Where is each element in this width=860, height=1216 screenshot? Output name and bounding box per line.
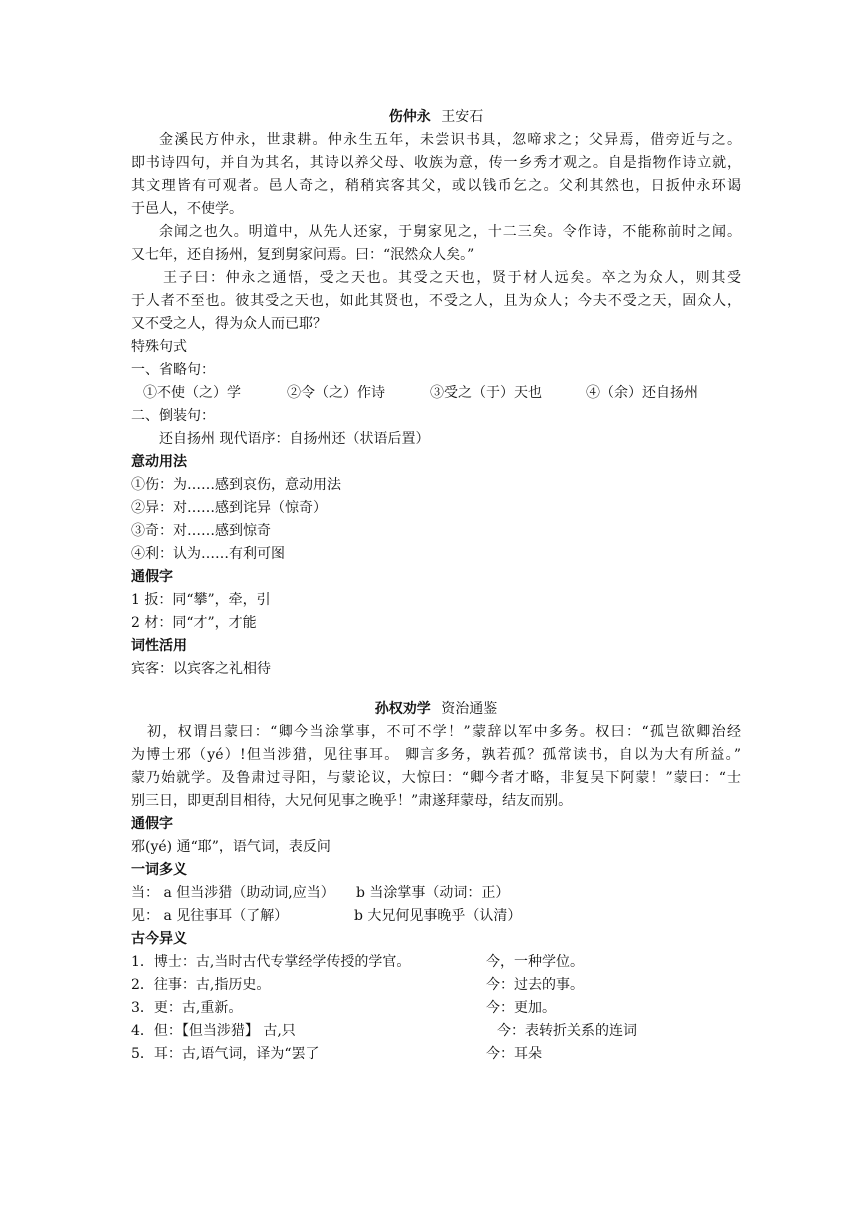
- yici-heading: 一词多义: [131, 862, 187, 878]
- section2-title: [131, 698, 741, 720]
- yici-a: 当： a 但当涉猎（助动词,应当）: [131, 885, 335, 901]
- paragraph-line: 为博士邪（yé）!但当涉猎，见往事耳。 卿言多务，孰若孤？孤常读书，自以为大有所益。”: [131, 747, 741, 763]
- paragraph-line: 别三日，即更刮目相待，大兄何见事之晚乎！”肃遂拜蒙母，结友而别。: [131, 793, 573, 809]
- gujin-gu: 5．耳：古,语气词，译为“罢了: [131, 1046, 320, 1062]
- tongjia2-heading: 通假字: [131, 816, 173, 832]
- gujin-jin: 今：过去的事。: [486, 977, 584, 993]
- paragraph-line: 王子曰：仲永之通悟，受之天也。其受之天也，贤于材人远矣。卒之为众人，则其受: [163, 270, 741, 286]
- gujin-gu: 2．往事：古,指历史。: [131, 977, 271, 993]
- gujin-heading: 古今异义: [131, 931, 187, 947]
- list-item: ③奇：对……感到惊奇: [131, 523, 271, 539]
- gujin-jin: 今：耳朵: [486, 1046, 542, 1062]
- section2-title-text: 孙权劝学: [374, 701, 431, 717]
- list-item: 2 材：同“才”，才能: [131, 615, 257, 631]
- ellipsis-item: ①不使（之）学: [143, 385, 241, 401]
- gujin-gu: 1．博士：古,当时古代专掌经学传授的学官。: [131, 954, 411, 970]
- list-item: ①伤：为……感到哀伤，意动用法: [131, 477, 341, 493]
- section1-title: [131, 106, 741, 128]
- gujin-gu: 4．但：【但当涉猎】 古,只: [131, 1023, 296, 1039]
- ellipsis-item: ②令（之）作诗: [287, 385, 385, 401]
- yici-a: 见： a 见往事耳（了解）: [131, 908, 289, 924]
- special-patterns-heading: 特殊句式: [131, 339, 187, 355]
- section2-author: 资治通鉴: [441, 701, 498, 717]
- gujin-gu: 3．更：古,重新。: [131, 1000, 243, 1016]
- tongjia-heading: 通假字: [131, 569, 173, 585]
- gujin-jin: 今，一种学位。: [486, 954, 584, 970]
- yici-b: b 大兄何见事晚乎（认清）: [354, 908, 522, 924]
- paragraph-line: 又七年，还自扬州，复到舅家问焉。曰：“泯然众人矣。”: [131, 247, 475, 263]
- ellipsis-heading: 一、省略句：: [131, 362, 215, 378]
- paragraph-line: 于人者不至也。彼其受之天也，如此其贤也，不受之人，且为众人；今夫不受之天，固众人，: [131, 293, 741, 309]
- list-item: 邪(yé) 通“耶”，语气词，表反问: [131, 839, 331, 855]
- paragraph-line: 金溪民方仲永，世隶耕。仲永生五年，未尝识书具，忽啼求之；父异焉，借旁近与之。: [159, 132, 741, 148]
- gujin-jin: 今：表转折关系的连词: [497, 1023, 637, 1039]
- cixing-heading: 词性活用: [131, 638, 187, 654]
- paragraph-line: 于邑人，不使学。: [131, 201, 243, 217]
- paragraph-line: 即书诗四句，并自为其名，其诗以养父母、收族为意，传一乡秀才观之。自是指物作诗立就，: [131, 155, 741, 171]
- gujin-jin: 今：更加。: [486, 1000, 556, 1016]
- yici-b: b 当涂掌事（动词：正）: [356, 885, 510, 901]
- paragraph-line: 其文理皆有可观者。邑人奇之，稍稍宾客其父，或以钱币乞之。父利其然也，日扳仲永环谒: [131, 178, 741, 194]
- ellipsis-item: ④（余）还自扬州: [586, 385, 698, 401]
- paragraph-line: 初，权谓吕蒙曰：“卿今当涂掌事，不可不学！”蒙辞以军中多务。权曰：“孤岂欲卿治经: [147, 724, 741, 740]
- list-item: 宾客：以宾客之礼相待: [131, 661, 271, 677]
- ellipsis-item: ③受之（于）天也: [430, 385, 542, 401]
- list-item: 1 扳：同“攀”，牵，引: [131, 592, 271, 608]
- list-item: ②异：对……感到诧异（惊奇）: [131, 500, 327, 516]
- list-item: ④利：认为……有利可图: [131, 546, 285, 562]
- section1-title-text: 伤仲永: [388, 109, 431, 125]
- paragraph-line: 蒙乃始就学。及鲁肃过寻阳，与蒙论议，大惊曰：“卿今者才略，非复吴下阿蒙！”蒙曰：“士: [131, 770, 741, 786]
- inversion-text: 还自扬州 现代语序：自扬州还（状语后置）: [159, 431, 430, 447]
- paragraph-line: 又不受之人，得为众人而已耶？: [131, 316, 327, 332]
- yidong-heading: 意动用法: [131, 454, 187, 470]
- section1-author: 王安石: [441, 109, 484, 125]
- paragraph-line: 余闻之也久。明道中，从先人还家，于舅家见之，十二三矣。令作诗，不能称前时之闻。: [159, 224, 741, 240]
- inversion-heading: 二、倒装句：: [131, 408, 215, 424]
